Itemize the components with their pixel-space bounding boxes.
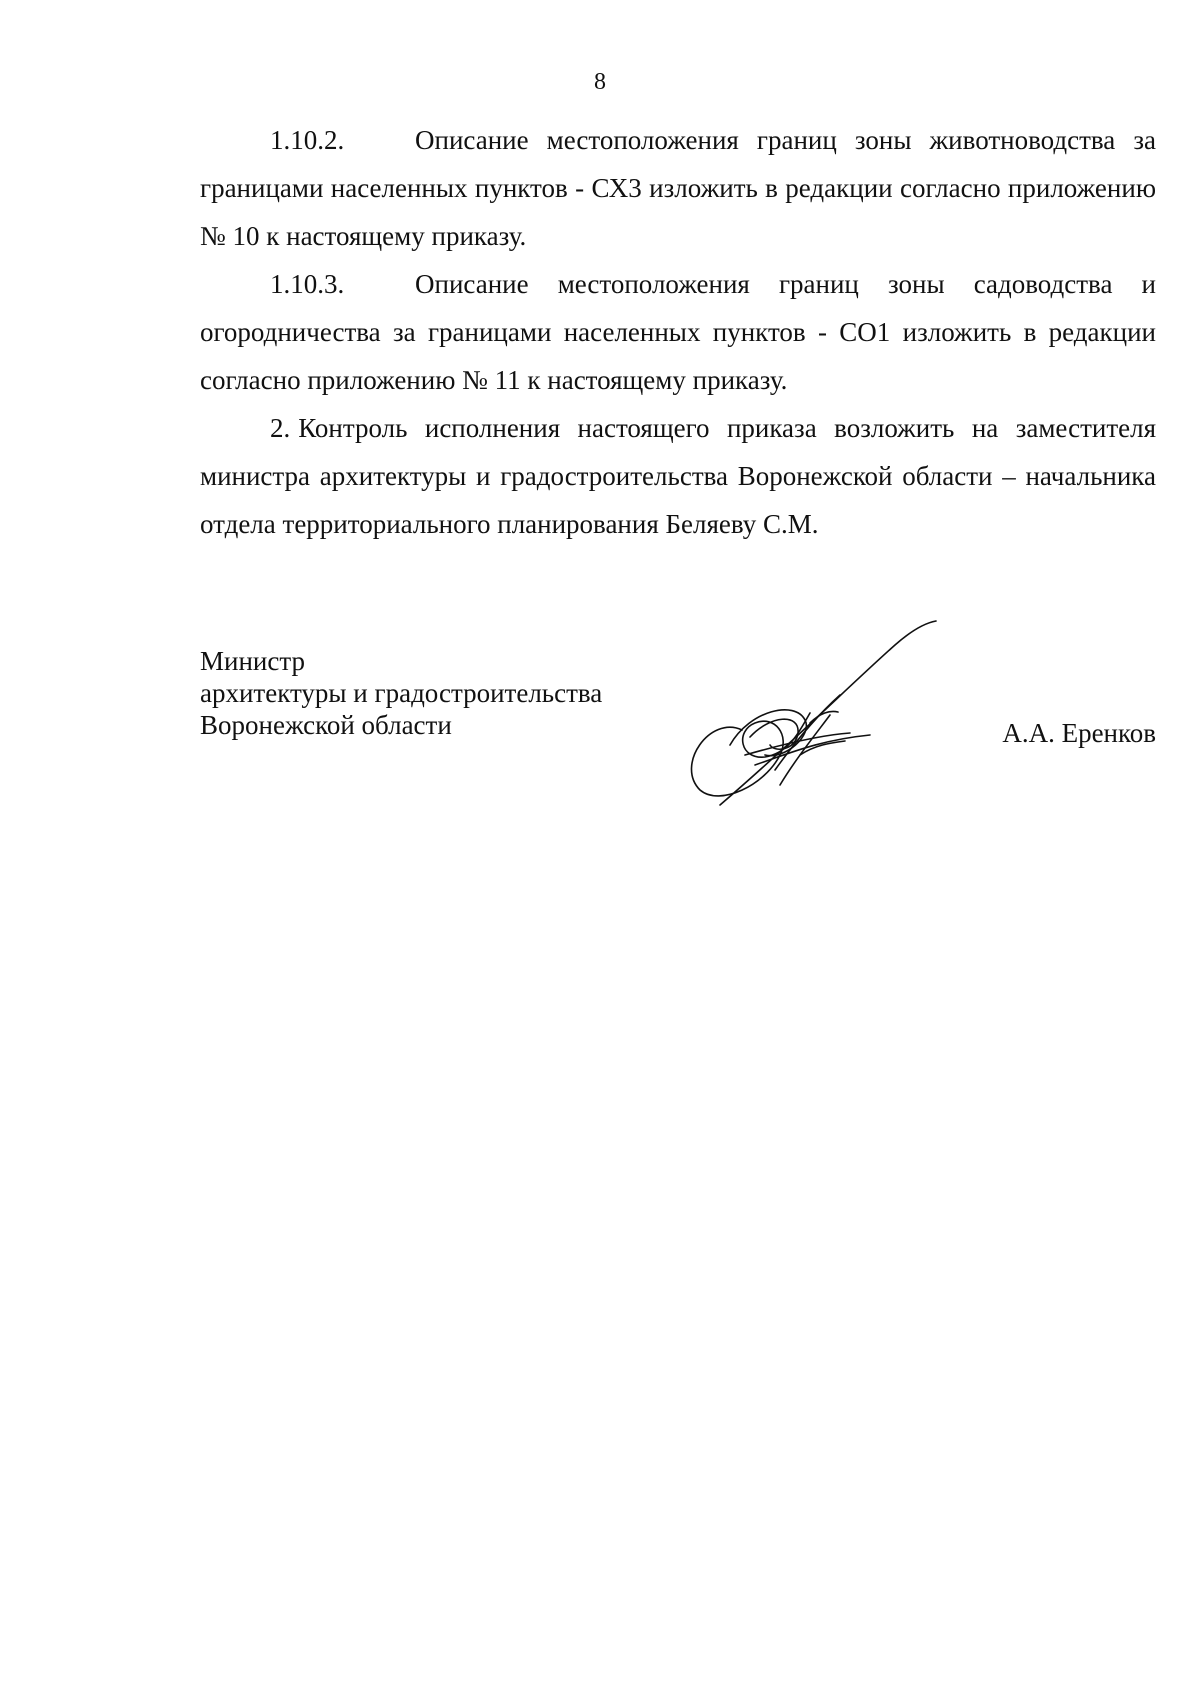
signatory-title-line: архитектуры и градостроительства bbox=[200, 678, 603, 708]
paragraph-number: 2. bbox=[270, 413, 291, 443]
document-body bbox=[200, 116, 1156, 548]
paragraph-1-10-3 bbox=[200, 260, 1156, 404]
handwritten-signature bbox=[680, 595, 1010, 825]
signatory-title-line: Министр bbox=[200, 646, 305, 676]
paragraph-1-10-2 bbox=[200, 116, 1156, 260]
signatory-title-line: Воронежской области bbox=[200, 710, 452, 740]
paragraph-text: Описание местоположения границ зоны животноводства за границами населенных пунктов - СХ3 изложить в редакции согласно приложению № 10 к настоящему приказу. bbox=[200, 125, 1156, 251]
paragraph-text: Описание местоположения границ зоны садоводства и огородничества за границами населенных пунктов - СО1 изложить в редакции согласно приложению № 11 к настоящему приказу. bbox=[200, 269, 1156, 395]
page-number: 8 bbox=[594, 69, 606, 95]
paragraph-text: Контроль исполнения настоящего приказа возложить на заместителя министра архитектуры и градостроительства Воронежской области – начальника отдела территориального планирования Беляеву С.М. bbox=[200, 413, 1156, 539]
paragraph-2 bbox=[200, 404, 1156, 548]
signatory-title bbox=[200, 645, 602, 741]
paragraph-number: 1.10.3. bbox=[270, 269, 345, 299]
signatory-name: А.А. Еренков bbox=[1002, 718, 1156, 748]
paragraph-number: 1.10.2. bbox=[270, 125, 345, 155]
